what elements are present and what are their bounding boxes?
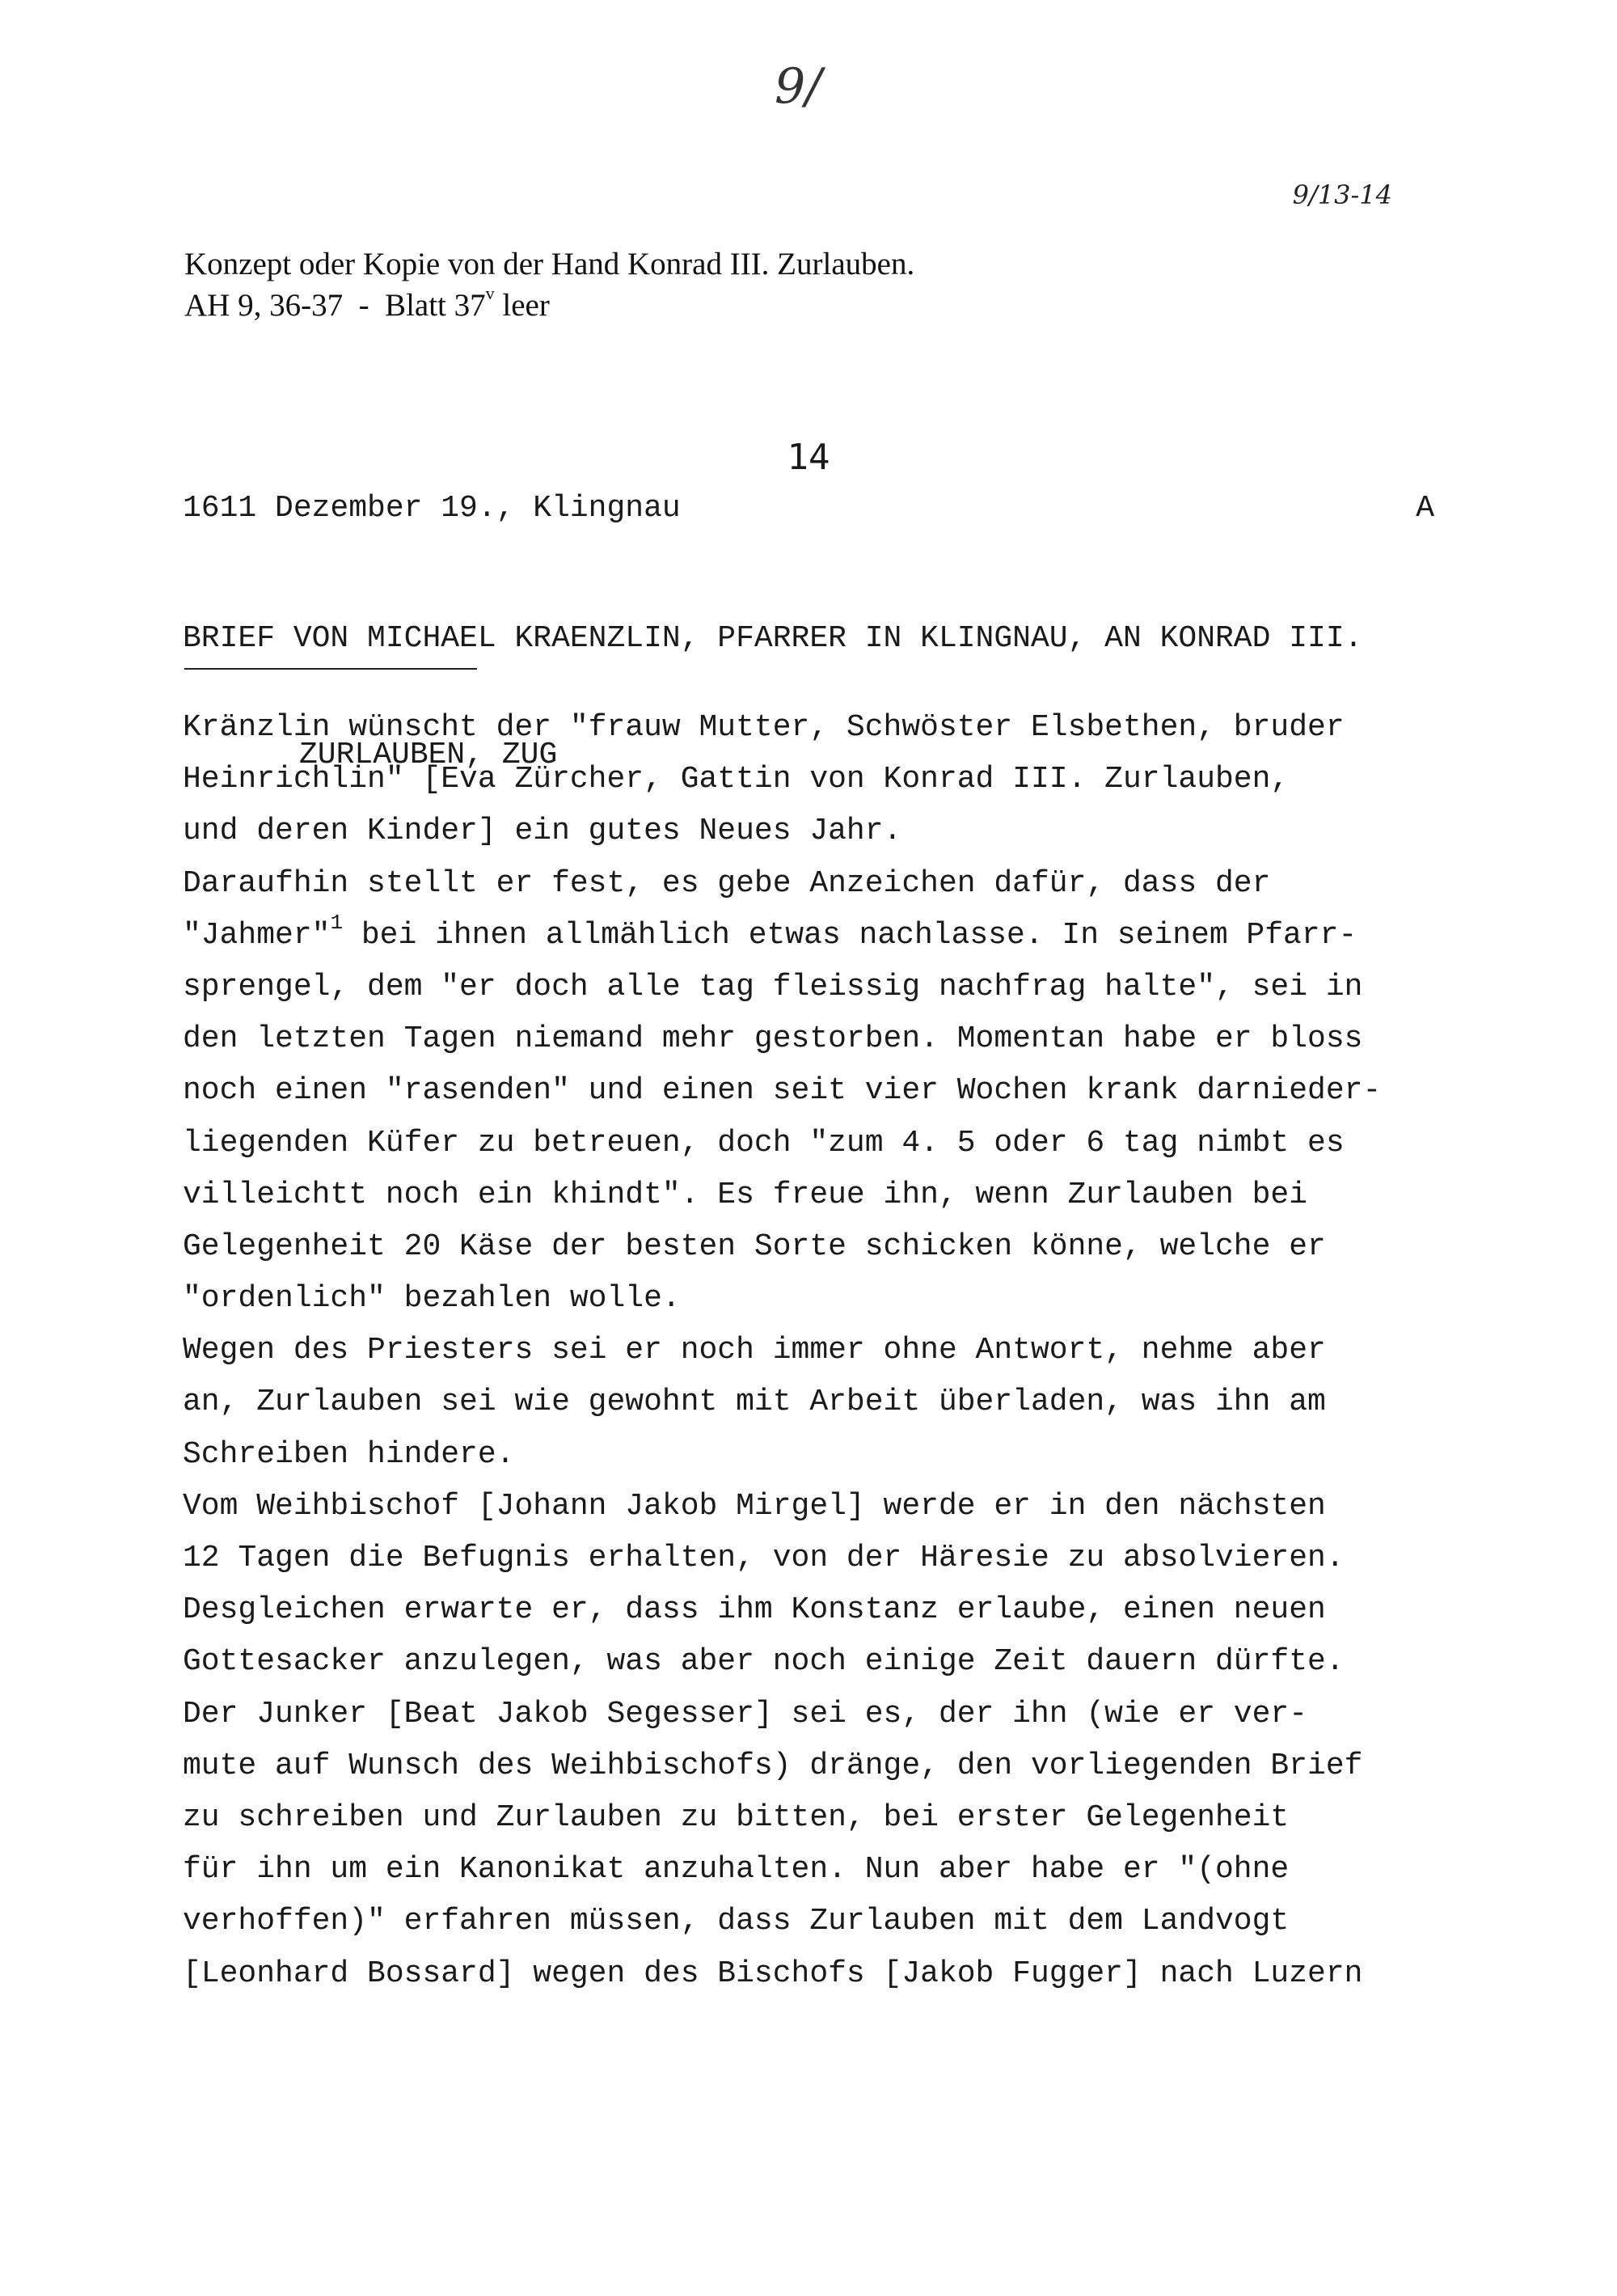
body-line: Gelegenheit 20 Käse der besten Sorte schicken könne, welche er bbox=[183, 1228, 1326, 1264]
body-line: Der Junker [Beat Jakob Segesser] sei es, der ihn (wie er ver- bbox=[183, 1696, 1308, 1732]
folio-superscript: v bbox=[485, 283, 495, 303]
footnote-marker: 1 bbox=[330, 911, 344, 936]
body-line-with-footnote bbox=[183, 910, 1381, 962]
body-line: Desgleichen erwarte er, dass ihm Konstanz erlaube, einen neuen bbox=[183, 1592, 1326, 1628]
body-line: verhoffen)" erfahren müssen, dass Zurlauben mit dem Landvogt bbox=[183, 1904, 1290, 1939]
body-line: liegenden Küfer zu betreuen, doch "zum 4. 5 oder 6 tag nimbt es bbox=[183, 1125, 1345, 1161]
body-line: Heinrichlin" [Eva Zürcher, Gattin von Konrad III. Zurlauben, bbox=[183, 762, 1290, 797]
source-note bbox=[184, 247, 914, 323]
source-line-1: Konzept oder Kopie von der Hand Konrad III. Zurlauben. bbox=[184, 247, 915, 281]
body-line: noch einen "rasenden" und einen seit vier Wochen krank darnieder- bbox=[183, 1073, 1382, 1109]
source-line-2 bbox=[184, 281, 914, 323]
version-mark: A bbox=[1416, 491, 1434, 526]
body-line-5-prefix: "Jahmer" bbox=[183, 917, 331, 953]
body-line: Gottesacker anzulegen, was aber noch einige Zeit dauern dürfte. bbox=[183, 1644, 1345, 1680]
date-place: 1611 Dezember 19., Klingnau bbox=[183, 491, 681, 526]
body-line: Vom Weihbischof [Johann Jakob Mirgel] werde er in den nächsten bbox=[183, 1488, 1326, 1524]
document-number: 14 bbox=[787, 437, 830, 478]
body-line: 12 Tagen die Befugnis erhalten, von der Häresie zu absolvieren. bbox=[183, 1541, 1345, 1575]
title-line-2: ZURLAUBEN, ZUG bbox=[299, 738, 558, 772]
body-line: Daraufhin stellt er fest, es gebe Anzeichen dafür, dass der bbox=[183, 865, 1271, 901]
source-line-2-prefix: AH 9, 36-37 - Blatt 37 bbox=[184, 288, 486, 323]
body-line: Kränzlin wünscht der "frauw Mutter, Schwöster Elsbethen, bruder bbox=[183, 710, 1345, 745]
body-line: Wegen des Priesters sei er noch immer ohne Antwort, nehme aber bbox=[183, 1333, 1326, 1368]
body-line: sprengel, dem "er doch alle tag fleissig nachfrag halte", sei in bbox=[183, 969, 1363, 1004]
body-line: an, Zurlauben sei wie gewohnt mit Arbeit überladen, was ihn am bbox=[183, 1385, 1326, 1420]
body-line: mute auf Wunsch des Weihbischofs) dränge, den vorliegenden Brief bbox=[183, 1748, 1363, 1783]
summary-text bbox=[183, 702, 1381, 2000]
body-line: zu schreiben und Zurlauben zu bitten, bei erster Gelegenheit bbox=[183, 1799, 1290, 1835]
source-line-2-suffix: leer bbox=[494, 288, 550, 323]
body-line-5-suffix: bei ihnen allmählich etwas nachlasse. In seinem Pfarr- bbox=[343, 917, 1357, 953]
body-line: für ihn um ein Kanonikat anzuhalten. Nun aber habe er "(ohne bbox=[183, 1852, 1290, 1888]
handwritten-page-mark: 9/ bbox=[775, 58, 822, 115]
body-line: den letzten Tagen niemand mehr gestorben. Momentan habe er bloss bbox=[183, 1021, 1363, 1057]
body-line: "ordenlich" bezahlen wolle. bbox=[183, 1281, 681, 1317]
reference-number: 9/13-14 bbox=[1292, 180, 1392, 210]
body-line: Schreiben hindere. bbox=[183, 1436, 515, 1472]
separator-rule bbox=[184, 668, 477, 670]
body-line: villeichtt noch ein khindt". Es freue ihn, wenn Zurlauben bei bbox=[183, 1177, 1308, 1212]
title-line-1: BRIEF VON MICHAEL KRAENZLIN, PFARRER IN KLINGNAU, AN KONRAD III. bbox=[183, 621, 1363, 656]
body-line: [Leonhard Bossard] wegen des Bischofs [Jakob Fugger] nach Luzern bbox=[183, 1956, 1363, 1991]
body-line: und deren Kinder] ein gutes Neues Jahr. bbox=[183, 814, 902, 849]
